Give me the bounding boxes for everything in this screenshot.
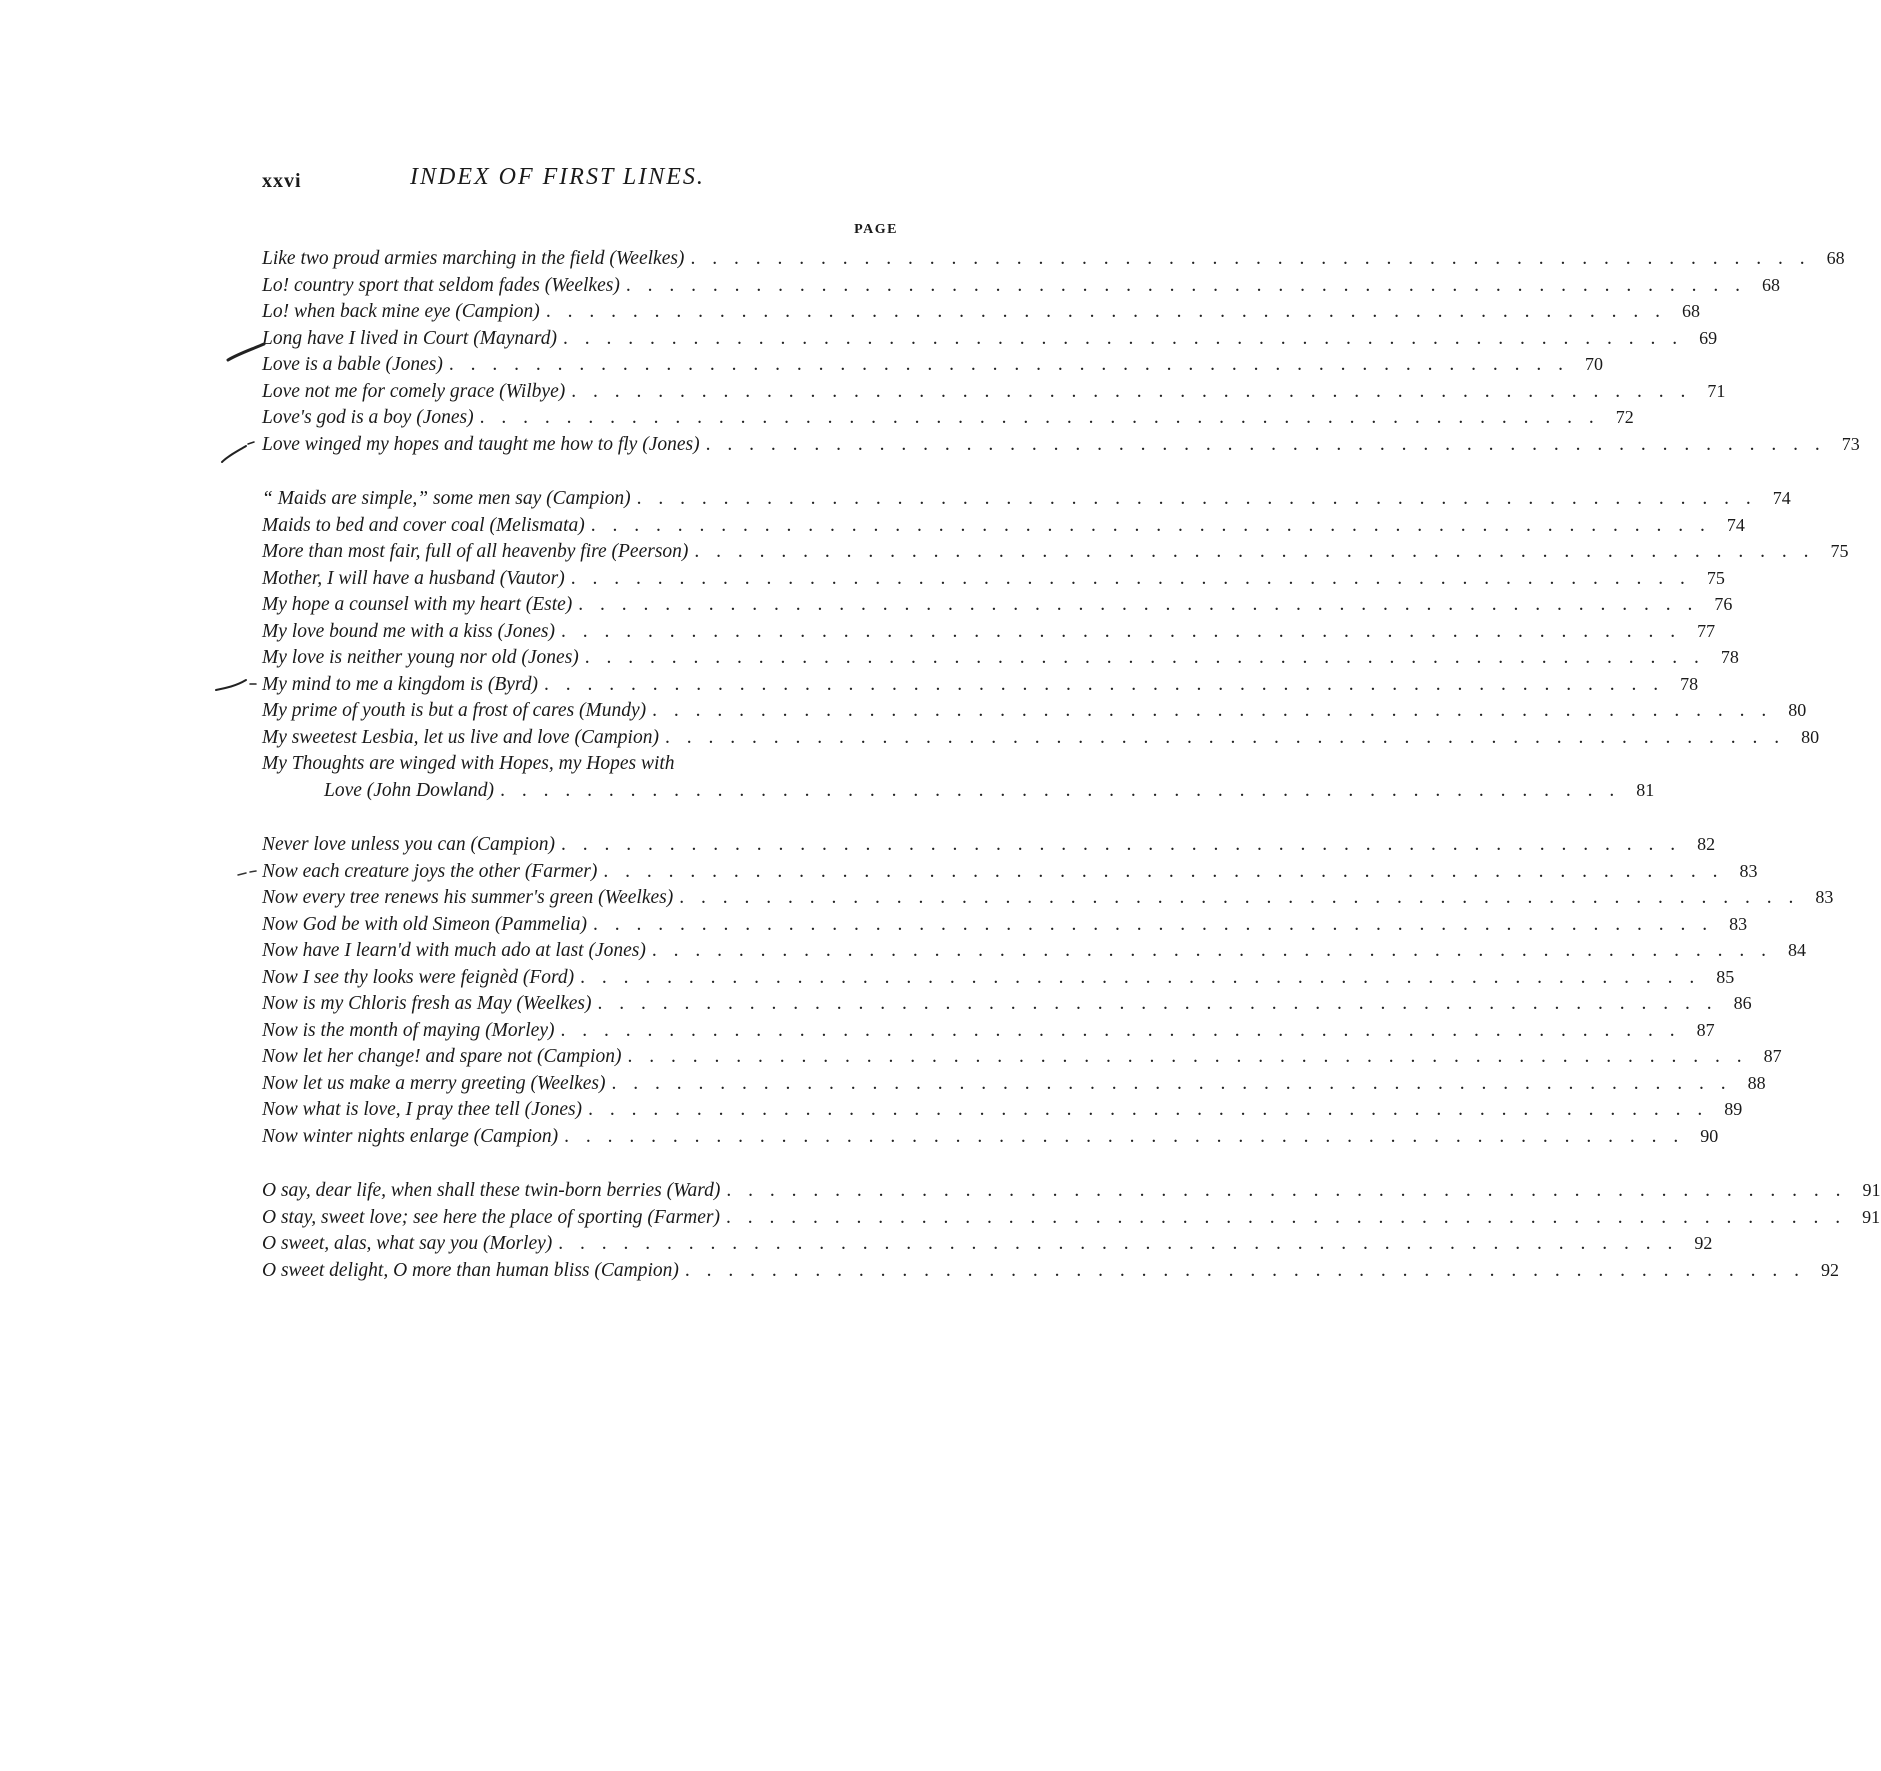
first-line-text: My mind to me a kingdom is (Byrd) <box>262 673 539 695</box>
page-title: INDEX OF FIRST LINES. <box>410 164 705 190</box>
pencil-dash-mark <box>236 868 260 878</box>
index-entry <box>262 301 1700 328</box>
dot-leader <box>720 1207 1846 1229</box>
dot-leader <box>587 914 1713 936</box>
dot-leader <box>673 887 1799 909</box>
pencil-tick-mark <box>218 434 258 466</box>
page-reference: 91 <box>1862 1206 1881 1227</box>
page-reference: 87 <box>1696 1019 1715 1040</box>
first-line-text: Now let us make a merry greeting (Weelkes) <box>262 1072 606 1094</box>
pencil-tick-mark <box>226 338 266 364</box>
first-line-text: “ Maids are simple,” some men say (Campion) <box>262 488 631 509</box>
page-reference: 75 <box>1706 567 1725 588</box>
page-reference: 78 <box>1680 673 1699 694</box>
first-line-text: Now each creature joys the other (Farmer) <box>262 860 598 882</box>
index-entry <box>262 940 1806 967</box>
first-line-text: Now let her change! and spare not (Campion) <box>262 1046 622 1067</box>
page-column-label: PAGE <box>854 222 898 237</box>
first-line-text: Mother, I will have a husband (Vautor) <box>262 567 565 589</box>
first-line-text: My Thoughts are winged with Hopes, my Hopes with <box>262 753 675 774</box>
first-line-text: Lo! when back mine eye (Campion) <box>262 301 540 322</box>
page-reference: 91 <box>1862 1180 1881 1200</box>
dot-leader <box>494 780 1620 802</box>
dot-leader <box>555 621 1681 643</box>
index-entry <box>262 1259 1840 1287</box>
page-reference: 71 <box>1707 380 1726 401</box>
index-entry <box>262 248 1845 275</box>
first-line-text: O say, dear life, when shall these twin-born berries (Ward) <box>262 1180 721 1201</box>
index-entry <box>262 407 1634 434</box>
first-line-text: Now I see thy looks were feignèd (Ford) <box>262 966 575 988</box>
page-reference: 73 <box>1841 433 1860 454</box>
index-entry <box>262 274 1780 302</box>
dot-leader <box>700 434 1826 456</box>
index-entry <box>262 327 1718 355</box>
first-line-text: Now is my Chloris fresh as May (Weelkes) <box>262 993 592 1014</box>
page-number: xxvi <box>262 170 302 192</box>
page-reference: 81 <box>1636 779 1655 800</box>
first-line-text: Love winged my hopes and taught me how to fly (Jones) <box>262 433 700 455</box>
index-entry <box>262 541 1849 568</box>
dot-leader <box>606 1073 1732 1095</box>
dot-leader <box>565 568 1691 590</box>
page-reference: 68 <box>1826 248 1845 268</box>
first-line-text: Love is a bable (Jones) <box>262 354 443 375</box>
page-reference: 83 <box>1815 887 1834 907</box>
page-reference: 88 <box>1747 1072 1766 1093</box>
first-line-text: Now every tree renews his summer's green (Weelkes) <box>262 887 674 908</box>
index-entry <box>262 834 1716 861</box>
index-entry <box>262 1019 1715 1047</box>
index-group-l <box>262 248 1860 460</box>
dot-leader <box>552 1233 1678 1255</box>
first-line-text: Love's god is a boy (Jones) <box>262 407 474 428</box>
index-entry <box>262 726 1820 754</box>
dot-leader <box>585 515 1711 537</box>
page-reference: 89 <box>1724 1099 1743 1119</box>
index-entry <box>262 488 1791 515</box>
page-reference: 68 <box>1681 301 1700 321</box>
dot-leader <box>620 275 1746 297</box>
index-group-m <box>262 488 1849 806</box>
index-of-first-lines <box>262 248 1881 1314</box>
dot-leader <box>538 674 1664 696</box>
first-line-text: Now have I learn'd with much ado at last (Jones) <box>262 940 646 961</box>
page-reference: 90 <box>1700 1125 1719 1146</box>
first-line-text: O sweet, alas, what say you (Morley) <box>262 1233 553 1254</box>
page-reference: 83 <box>1729 913 1748 934</box>
dot-leader <box>540 301 1666 323</box>
index-entry <box>262 647 1739 674</box>
first-line-text: Lo! country sport that seldom fades (Weelkes) <box>262 274 620 296</box>
dot-leader <box>631 488 1757 510</box>
first-line-text: My sweetest Lesbia, let us live and love (Campion) <box>262 726 659 748</box>
page-reference: 82 <box>1697 834 1716 854</box>
index-entry <box>262 753 902 780</box>
dot-leader <box>443 354 1569 376</box>
index-entry <box>262 354 1603 381</box>
dot-leader <box>572 594 1698 616</box>
index-entry <box>262 1099 1743 1126</box>
first-line-text: Now God be with old Simeon (Pammelia) <box>262 913 587 935</box>
first-line-text: O sweet delight, O more than human bliss (Campion) <box>262 1259 679 1281</box>
page-reference: 83 <box>1739 860 1758 881</box>
dot-leader <box>474 407 1600 429</box>
page-reference: 80 <box>1788 700 1807 720</box>
dot-leader <box>597 861 1723 883</box>
dot-leader <box>565 381 1691 403</box>
pencil-tick-mark <box>214 674 260 694</box>
first-line-text: My love bound me with a kiss (Jones) <box>262 620 555 642</box>
dot-leader <box>579 647 1705 669</box>
page-reference: 92 <box>1821 1259 1840 1280</box>
page-reference: 70 <box>1585 354 1603 374</box>
dot-leader <box>720 1180 1846 1202</box>
index-entry <box>262 700 1807 727</box>
page-reference: 74 <box>1772 488 1791 508</box>
dot-leader <box>688 541 1814 563</box>
page-reference: 77 <box>1697 620 1716 641</box>
dot-leader <box>684 248 1810 270</box>
page-reference: 78 <box>1720 647 1739 667</box>
index-entry <box>262 514 1745 542</box>
dot-leader <box>659 727 1785 749</box>
first-line-text: Like two proud armies marching in the field (Weelkes) <box>262 248 685 269</box>
dot-leader <box>554 1020 1680 1042</box>
page-reference: 86 <box>1733 993 1752 1013</box>
index-entry <box>262 620 1716 648</box>
first-line-text: More than most fair, full of all heavenby fire (Peerson) <box>262 541 689 562</box>
index-entry <box>262 673 1699 701</box>
index-group-n <box>262 834 1834 1152</box>
index-entry <box>262 966 1735 994</box>
index-entry <box>262 1233 1713 1260</box>
first-line-text: My prime of youth is but a frost of cares (Mundy) <box>262 700 647 721</box>
dot-leader <box>621 1046 1747 1068</box>
index-entry <box>262 567 1725 595</box>
dot-leader <box>558 1126 1684 1148</box>
first-line-continuation-text: Love (John Dowland) <box>324 779 495 801</box>
first-line-text: Maids to bed and cover coal (Melismata) <box>262 514 585 536</box>
page-reference: 68 <box>1761 274 1780 295</box>
index-entry <box>262 594 1733 621</box>
page-reference: 76 <box>1714 594 1733 614</box>
index-entry <box>262 913 1748 941</box>
index-entry <box>262 887 1834 914</box>
index-entry <box>262 860 1758 888</box>
first-line-text: Long have I lived in Court (Maynard) <box>262 327 557 349</box>
index-entry <box>262 993 1752 1020</box>
first-line-text: Love not me for comely grace (Wilbye) <box>262 380 566 402</box>
first-line-text: My love is neither young nor old (Jones) <box>262 647 579 668</box>
index-entry-continuation <box>262 779 1655 807</box>
first-line-text: Now is the month of maying (Morley) <box>262 1019 555 1041</box>
first-line-text: O stay, sweet love; see here the place of sporting (Farmer) <box>262 1206 720 1228</box>
first-line-text: Now what is love, I pray thee tell (Jones) <box>262 1099 583 1120</box>
page-reference: 85 <box>1716 966 1735 987</box>
running-header <box>262 164 892 204</box>
index-entry <box>262 380 1726 408</box>
dot-leader <box>646 940 1772 962</box>
index-entry <box>262 1046 1782 1073</box>
page-reference: 72 <box>1615 407 1634 427</box>
first-line-text: Never love unless you can (Campion) <box>262 834 555 855</box>
first-line-text: Now winter nights enlarge (Campion) <box>262 1125 559 1147</box>
dot-leader <box>646 700 1772 722</box>
index-entry <box>262 433 1860 461</box>
page-reference: 92 <box>1694 1233 1713 1253</box>
dot-leader <box>574 967 1700 989</box>
page-reference: 84 <box>1787 940 1806 960</box>
dot-leader <box>557 328 1683 350</box>
dot-leader <box>591 993 1717 1015</box>
page-reference: 69 <box>1699 327 1718 348</box>
dot-leader <box>582 1099 1708 1121</box>
first-line-text: My hope a counsel with my heart (Este) <box>262 594 573 615</box>
index-entry <box>262 1180 1881 1207</box>
page-reference: 80 <box>1801 726 1820 747</box>
page-reference: 75 <box>1830 541 1849 561</box>
dot-leader <box>555 834 1681 856</box>
index-group-o <box>262 1180 1881 1286</box>
index-entry <box>262 1206 1881 1234</box>
page-reference: 74 <box>1726 514 1745 535</box>
dot-leader <box>679 1260 1805 1282</box>
page-reference: 87 <box>1763 1046 1782 1066</box>
index-entry <box>262 1125 1719 1153</box>
index-entry <box>262 1072 1766 1100</box>
